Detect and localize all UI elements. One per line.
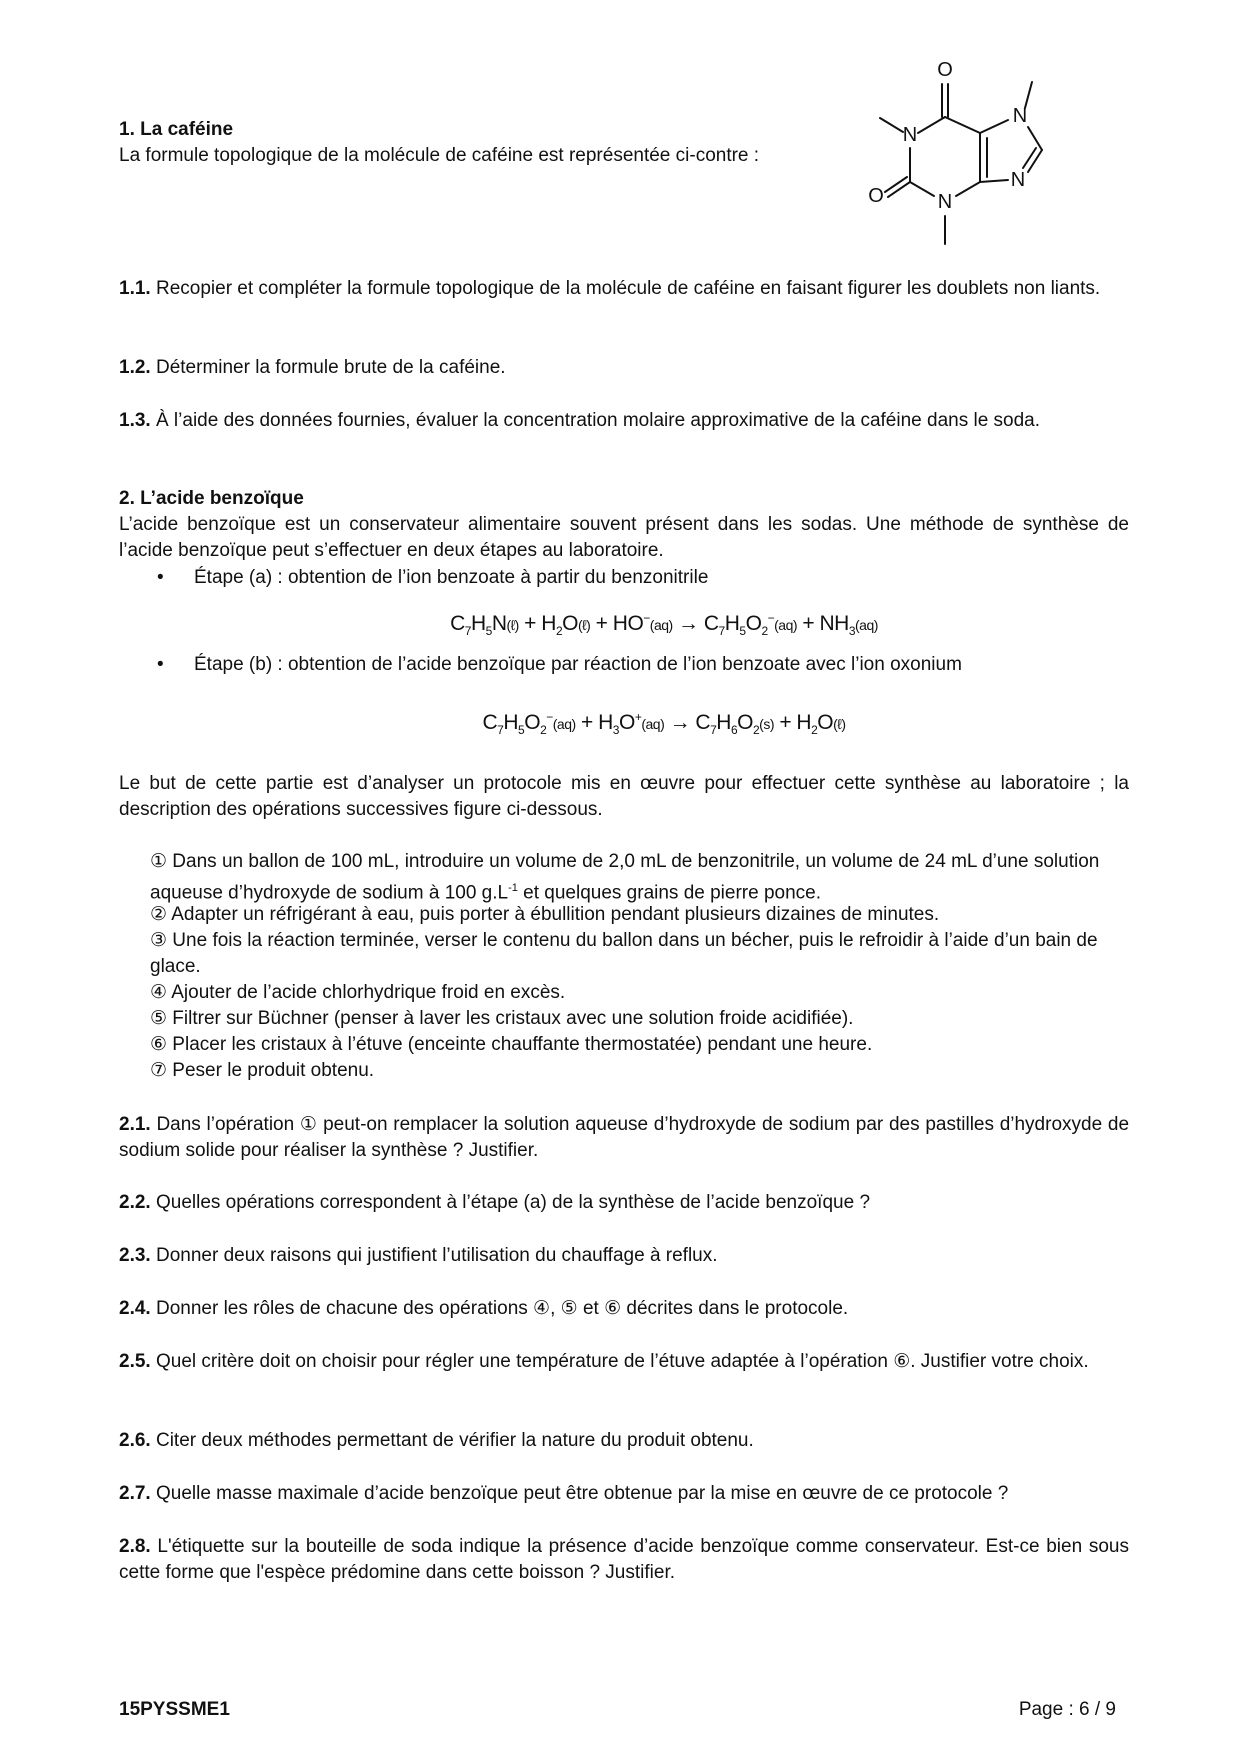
question-2-4: 2.4. Donner les rôles de chacune des opérations ④, ⑤ et ⑥ décrites dans le protocole.: [119, 1298, 849, 1319]
bullet-icon: •: [157, 654, 164, 675]
atom-n-bottom: N: [937, 191, 953, 213]
atom-o-left: O: [868, 185, 884, 207]
question-2-3: 2.3. Donner deux raisons qui justifient l’utilisation du chauffage à reflux.: [119, 1245, 718, 1266]
question-1-3: 1.3. À l’aide des données fournies, évaluer la concentration molaire approximative de la caféine dans le soda.: [119, 410, 1041, 431]
question-2-1: 2.1. Dans l’opération ① peut-on remplacer la solution aqueuse d’hydroxyde de sodium par des pastilles d’hydroxyde de sodium solide pour réaliser la synthèse ? Justifier.: [119, 1114, 1130, 1161]
protocol-op-3: ③ Une fois la réaction terminée, verser le contenu du ballon dans un bécher, puis le refroidir à l’aide d’un bain de glace.: [150, 930, 1098, 977]
question-2-8: 2.8. L'étiquette sur la bouteille de soda indique la présence d’acide benzoïque comme conservateur. Est-ce bien sous cette forme que l'espèce prédomine dans cette boisson ? Justifier.: [119, 1536, 1129, 1583]
question-1-2: 1.2. Déterminer la formule brute de la caféine.: [119, 357, 506, 378]
protocol-op-5: ⑤ Filtrer sur Büchner (penser à laver les cristaux avec une solution froide acidifiée).: [150, 1008, 854, 1029]
footer-page-number: Page : 6 / 9: [1018, 1699, 1116, 1720]
atom-n-left: N: [902, 124, 918, 146]
caffeine-molecule-diagram: [858, 60, 1068, 255]
question-2-2: 2.2. Quelles opérations correspondent à l’étape (a) de la synthèse de l’acide benzoïque ?: [119, 1192, 871, 1213]
atom-o-top: O: [937, 60, 953, 81]
section-2-intro: L’acide benzoïque est un conservateur alimentaire souvent présent dans les sodas. Une méthode de synthèse de l’acide benzoïque peut s’effectuer en deux étapes au laboratoire.: [119, 514, 1129, 561]
section-1-intro: La formule topologique de la molécule de caféine est représentée ci-contre :: [119, 145, 760, 166]
question-1-1: 1.1. Recopier et compléter la formule topologique de la molécule de caféine en faisant figurer les doublets non liants.: [119, 278, 1101, 299]
atom-n-right: N: [1010, 169, 1026, 191]
section-1-title: 1. La caféine: [119, 119, 234, 140]
protocol-op-4: ④ Ajouter de l’acide chlorhydrique froid en excès.: [150, 982, 566, 1003]
protocol-op-2: ② Adapter un réfrigérant à eau, puis porter à ébullition pendant plusieurs dizaines de minutes.: [150, 904, 940, 925]
equation-step-a: $C_7H_5N(\ell)$ + $H_2O(\ell) + HO^-(aq) \to C_7H_5O_2^-(aq) + NH_3(aq)$: [450, 611, 878, 639]
question-2-5: 2.5. Quel critère doit on choisir pour régler une température de l’étuve adaptée à l’opération ⑥. Justifier votre choix.: [119, 1351, 1089, 1372]
atom-n-top-right: N: [1012, 105, 1028, 127]
protocol-op-6: ⑥ Placer les cristaux à l’étuve (enceinte chauffante thermostatée) pendant une heure.: [150, 1034, 873, 1055]
section-2-title: 2. L’acide benzoïque: [119, 488, 304, 509]
section-2-purpose: Le but de cette partie est d’analyser un protocole mis en œuvre pour effectuer cette synthèse au laboratoire ; la description des opérations successives figure ci-dessous.: [119, 773, 1129, 820]
footer-exam-code: 15PYSSME1: [119, 1699, 230, 1720]
question-2-6: 2.6. Citer deux méthodes permettant de vérifier la nature du produit obtenu.: [119, 1430, 754, 1451]
protocol-op-1: ① Dans un ballon de 100 mL, introduire un volume de 2,0 mL de benzonitrile, un volume de 24 mL d’une solution aqueuse d’hydroxyde de sodium à 100 $g.L^{-1}$ et quelques grains de pierre ponce.: [150, 851, 1100, 904]
protocol-op-7: ⑦ Peser le produit obtenu.: [150, 1060, 375, 1081]
bullet-icon: •: [157, 567, 164, 588]
question-2-7: 2.7. Quelle masse maximale d’acide benzoïque peut être obtenue par la mise en œuvre de ce protocole ?: [119, 1483, 1009, 1504]
equation-step-b: $C_7H_5O_2^-(aq) + H_3O^+(aq) \to C_7H_6O_2(s)$ + $H_2O(\ell)$: [482, 710, 846, 738]
